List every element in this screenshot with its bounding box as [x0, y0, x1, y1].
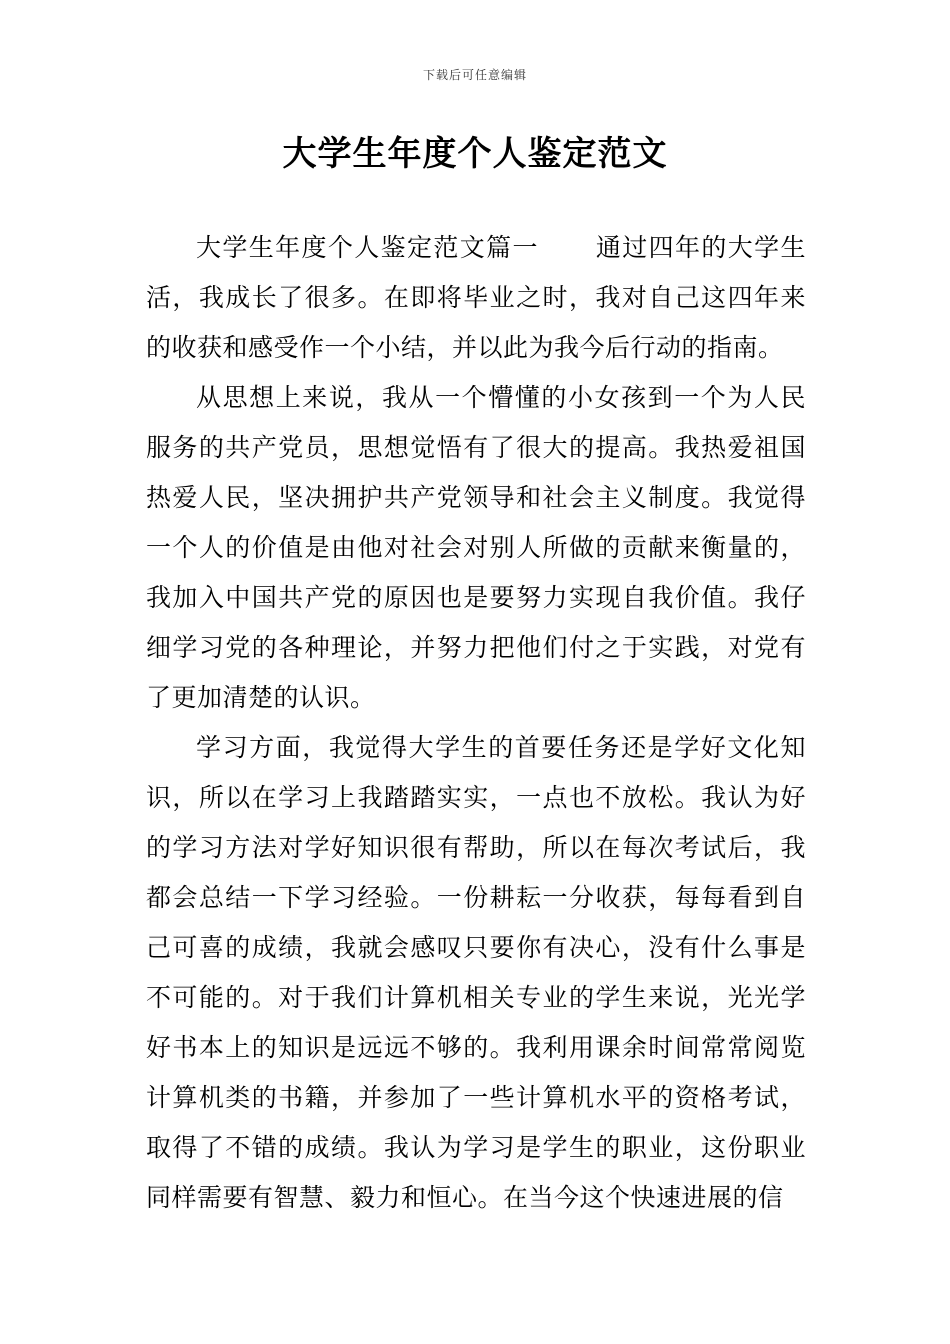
document-body [146, 223, 806, 1223]
paragraph-1 [146, 223, 806, 373]
paragraph-1-text: 通过四年的大学生活，我成长了很多。在即将毕业之时，我对自己这四年来的收获和感受作一个小结，并以此为我今后行动的指南。 [146, 233, 806, 362]
paragraph-3: 学习方面，我觉得大学生的首要任务还是学好文化知识，所以在学习上我踏踏实实，一点也不放松。我认为好的学习方法对学好知识很有帮助，所以在每次考试后，我都会总结一下学习经验。一份耕耘一分收获，每每看到自己可喜的成绩，我就会感叹只要你有决心，没有什么事是不可能的。对于我们计算机相关专业的学生来说，光光学好书本上的知识是远远不够的。我利用课余时间常常阅览计算机类的书籍，并参加了一些计算机水平的资格考试，取得了不错的成绩。我认为学习是学生的职业，这份职业同样需要有智慧、毅力和恒心。在当今这个快速进展的信 [146, 733, 806, 1212]
document-title: 大学生年度个人鉴定范文 [282, 134, 668, 174]
paragraph-1-lead: 大学生年度个人鉴定范文篇一 [196, 233, 539, 262]
header-note: 下载后可任意编辑 [422, 68, 527, 82]
paragraph-2: 从思想上来说，我从一个懵懂的小女孩到一个为人民服务的共产党员，思想觉悟有了很大的提高。我热爱祖国热爱人民，坚决拥护共产党领导和社会主义制度。我觉得一个人的价值是由他对社会对别人所做的贡献来衡量的，我加入中国共产党的原因也是要努力实现自我价值。我仔细学习党的各种理论，并努力把他们付之于实践，对党有了更加清楚的认识。 [146, 383, 806, 712]
